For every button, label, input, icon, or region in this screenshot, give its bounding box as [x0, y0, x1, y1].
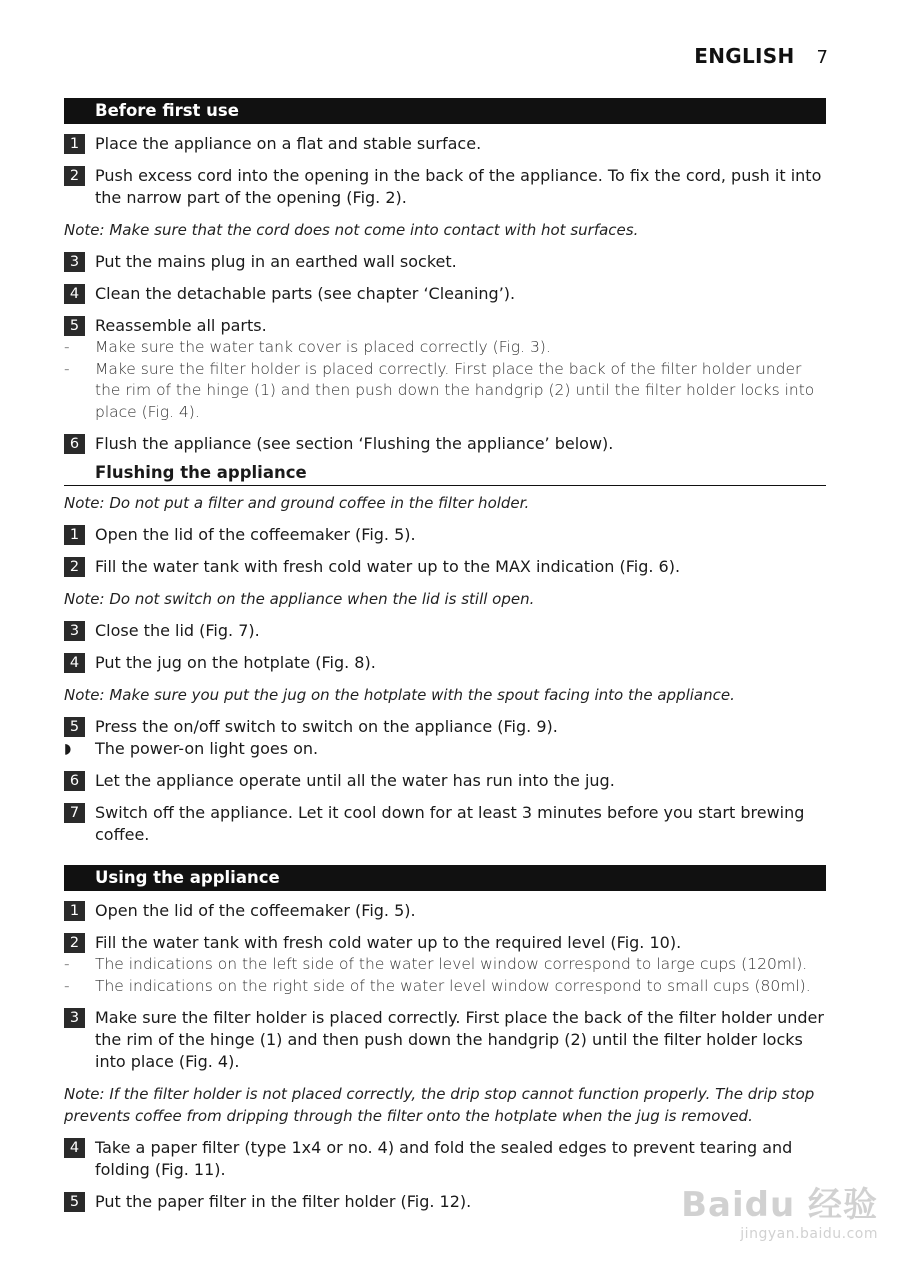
step-text: Put the paper filter in the filter holder (Fig. 12).	[95, 1192, 472, 1211]
step-number: 5	[64, 717, 85, 737]
step-item	[64, 165, 826, 209]
bullet-text: Make sure the water tank cover is placed correctly (Fig. 3).	[95, 338, 551, 356]
step-number: 1	[64, 901, 85, 921]
step-number: 5	[64, 316, 85, 336]
step-text: Let the appliance operate until all the water has run into the jug.	[95, 771, 615, 790]
step-number: 6	[64, 434, 85, 454]
page-content	[64, 98, 826, 1223]
section-heading-using-the-appliance: Using the appliance	[64, 865, 826, 891]
step-number: 4	[64, 284, 85, 304]
step-number: 2	[64, 557, 85, 577]
step-item	[64, 900, 826, 922]
result-arrow-icon: ◗	[64, 741, 72, 757]
step-item	[64, 770, 826, 792]
step-text: Close the lid (Fig. 7).	[95, 621, 260, 640]
step-item	[64, 283, 826, 305]
step-number: 1	[64, 525, 85, 545]
step-item	[64, 620, 826, 642]
step-text: Take a paper filter (type 1x4 or no. 4) and fold the sealed edges to prevent tearing and folding (Fig. 11).	[95, 1138, 793, 1179]
step-text: Open the lid of the coffeemaker (Fig. 5).	[95, 901, 416, 920]
step-item	[64, 802, 826, 846]
subheading-flushing: Flushing the appliance	[64, 461, 826, 486]
bullet-item	[64, 976, 826, 998]
baidu-watermark	[681, 1177, 878, 1242]
step-text: Fill the water tank with fresh cold water up to the required level (Fig. 10).	[95, 933, 682, 952]
step-text: Put the mains plug in an earthed wall socket.	[95, 252, 457, 271]
step-number: 3	[64, 252, 85, 272]
step-item	[64, 315, 826, 337]
page-header	[694, 44, 828, 68]
step-item	[64, 251, 826, 273]
bullet-text: Make sure the filter holder is placed correctly. First place the back of the filter holder under the rim of the hinge (1) and then push down the handgrip (2) until the filter holder locks into place (Fig. 4).	[95, 359, 815, 421]
step-item	[64, 133, 826, 155]
bullet-dash: -	[64, 359, 70, 378]
bullet-dash: -	[64, 338, 70, 356]
bullet-item	[64, 954, 826, 976]
step-number: 4	[64, 653, 85, 673]
step-item	[64, 716, 826, 738]
step-text: Switch off the appliance. Let it cool down for at least 3 minutes before you start brewing coffee.	[95, 803, 805, 844]
step-text: Reassemble all parts.	[95, 316, 267, 335]
bullet-text: The indications on the left side of the water level window correspond to large cups (120ml).	[95, 955, 808, 973]
step-number: 7	[64, 803, 85, 823]
bullet-item	[64, 359, 826, 424]
step-text: Open the lid of the coffeemaker (Fig. 5).	[95, 525, 416, 544]
page-number: 7	[816, 47, 828, 68]
bullet-dash: -	[64, 976, 70, 995]
step-item	[64, 652, 826, 674]
step-number: 1	[64, 134, 85, 154]
step-item	[64, 1137, 826, 1181]
note-text: Note: Make sure you put the jug on the hotplate with the spout facing into the appliance.	[64, 686, 735, 704]
step-item	[64, 1007, 826, 1073]
watermark-logo: Baidu 经验	[681, 1185, 878, 1225]
step-text: Make sure the filter holder is placed correctly. First place the back of the filter holder under the rim of the hinge (1) and then push down the handgrip (2) until the filter holder locks into place (Fig. 4).	[95, 1008, 824, 1071]
result-text: The power-on light goes on.	[95, 739, 319, 758]
bullet-text: The indications on the right side of the water level window correspond to small cups (80ml).	[95, 976, 811, 995]
step-number: 4	[64, 1138, 85, 1158]
language-label: ENGLISH	[694, 44, 795, 68]
step-text: Flush the appliance (see section ‘Flushing the appliance’ below).	[95, 434, 614, 453]
step-number: 2	[64, 166, 85, 186]
step-text: Place the appliance on a flat and stable surface.	[95, 134, 482, 153]
bullet-dash: -	[64, 955, 70, 973]
note-text: Note: Make sure that the cord does not come into contact with hot surfaces.	[64, 221, 639, 239]
step-number: 5	[64, 1192, 85, 1212]
step-text: Push excess cord into the opening in the back of the appliance. To fix the cord, push it into the narrow part of the opening (Fig. 2).	[95, 166, 822, 207]
step-text: Put the jug on the hotplate (Fig. 8).	[95, 653, 376, 672]
step-number: 6	[64, 771, 85, 791]
bullet-list	[64, 337, 826, 423]
step-item	[64, 524, 826, 546]
section-heading-before-first-use: Before first use	[64, 98, 826, 124]
note-text: Note: If the filter holder is not placed correctly, the drip stop cannot function properly. The drip stop prevents coffee from dripping through the filter onto the hotplate when the jug is removed.	[64, 1085, 815, 1125]
step-number: 3	[64, 621, 85, 641]
step-number: 3	[64, 1008, 85, 1028]
step-text: Fill the water tank with fresh cold water up to the MAX indication (Fig. 6).	[95, 557, 681, 576]
result-item	[64, 738, 826, 760]
watermark-url: jingyan.baidu.com	[740, 1226, 878, 1242]
step-item	[64, 932, 826, 954]
note-text: Note: Do not switch on the appliance when the lid is still open.	[64, 590, 535, 608]
bullet-list	[64, 954, 826, 997]
bullet-item	[64, 337, 826, 359]
step-item	[64, 556, 826, 578]
step-item	[64, 433, 826, 455]
step-text: Press the on/off switch to switch on the appliance (Fig. 9).	[95, 717, 558, 736]
note-text: Note: Do not put a filter and ground coffee in the filter holder.	[64, 494, 530, 512]
step-number: 2	[64, 933, 85, 953]
step-text: Clean the detachable parts (see chapter ‘Cleaning’).	[95, 284, 516, 303]
